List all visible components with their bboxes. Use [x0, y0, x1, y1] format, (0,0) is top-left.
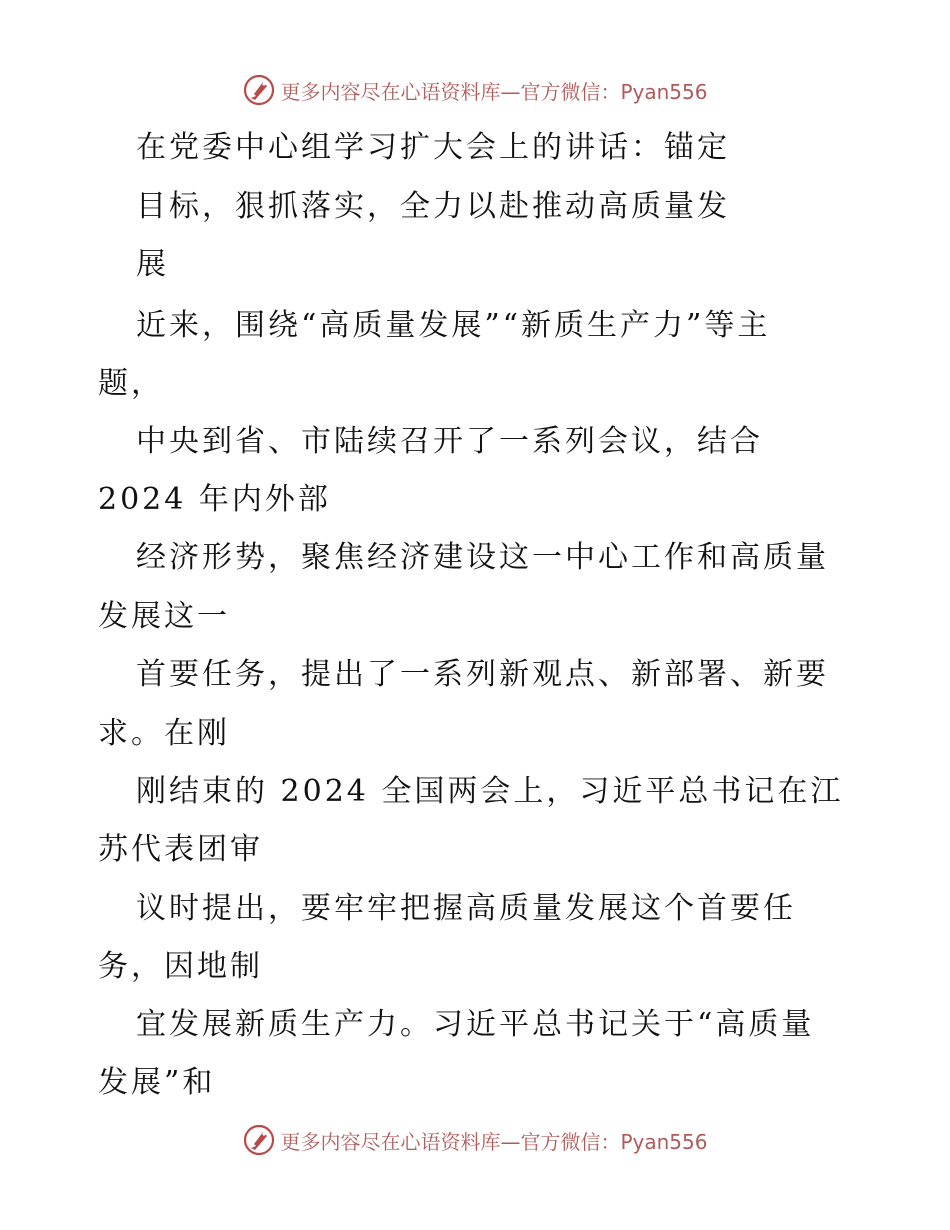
title-line-3: 展 — [136, 247, 169, 282]
watermark-text: 更多内容尽在心语资料库—官方微信：Pyan556 — [280, 1129, 708, 1154]
paragraph-line: 苏代表团审 — [98, 832, 263, 867]
paragraph-line: 刚结束的 2024 全国两会上，习近平总书记在江 — [136, 774, 844, 809]
pen-nib-logo-icon — [242, 1123, 276, 1157]
watermark-text: 更多内容尽在心语资料库—官方微信：Pyan556 — [280, 79, 708, 104]
paragraph-line: 求。在刚 — [98, 716, 230, 751]
paragraph-line: 议时提出，要牢牢把握高质量发展这个首要任 — [136, 891, 796, 926]
paragraph-line: 2024 年内外部 — [98, 482, 331, 517]
title-line-1: 在党委中心组学习扩大会上的讲话：锚定 — [136, 130, 730, 165]
paragraph-line: 宜发展新质生产力。习近平总书记关于“高质量 — [136, 1007, 815, 1042]
paragraph-line: 发展这一 — [98, 599, 230, 634]
paragraph-line: 中央到省、市陆续召开了一系列会议，结合 — [136, 424, 763, 459]
paragraph-line: 务，因地制 — [98, 949, 263, 984]
title-line-2: 目标，狠抓落实，全力以赴推动高质量发 — [136, 189, 730, 224]
paragraph-line: 近来，围绕“高质量发展”“新质生产力”等主 — [136, 308, 771, 343]
paragraph-line: 经济形势，聚焦经济建设这一中心工作和高质量 — [136, 540, 829, 575]
paragraph-line: 题， — [98, 366, 164, 401]
footer-watermark — [0, 1120, 950, 1160]
paragraph-line: 首要任务，提出了一系列新观点、新部署、新要 — [136, 657, 829, 692]
paragraph-line: 发展”和 — [98, 1065, 216, 1100]
